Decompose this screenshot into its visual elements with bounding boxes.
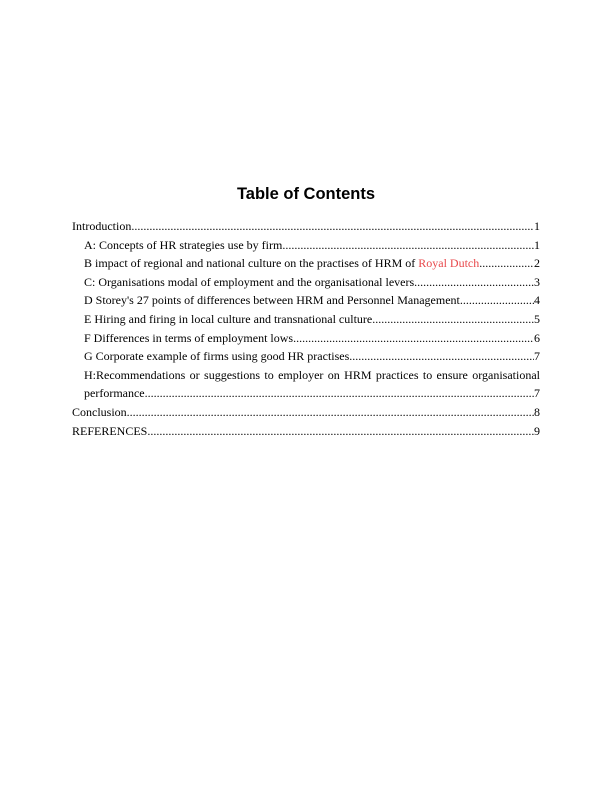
toc-entry-label: H:Recommendations or suggestions to employer on HRM practices to ensure organisational bbox=[84, 367, 540, 382]
toc-entry-label: Introduction bbox=[72, 219, 132, 233]
toc-entry-label-continued: performance bbox=[84, 386, 145, 401]
toc-entry-introduction[interactable] bbox=[72, 217, 540, 236]
toc-entry-label: Conclusion bbox=[72, 404, 127, 419]
toc-entry-page: 3 bbox=[534, 274, 540, 289]
toc-entry-label: C: Organisations modal of employment and the organisational levers. bbox=[84, 274, 418, 289]
toc-entry-label: E Hiring and firing in local culture and transnational culture bbox=[84, 311, 373, 326]
toc-entry-page: 6 bbox=[534, 330, 540, 345]
toc-entry-page: 5 bbox=[534, 311, 540, 326]
toc-entry-continuation bbox=[72, 384, 540, 403]
toc-leader-dots bbox=[372, 310, 534, 329]
toc-leader-dots bbox=[147, 422, 534, 441]
toc-entry-page: 7 bbox=[534, 349, 540, 364]
toc-entry-label bbox=[84, 254, 479, 273]
toc-leader-dots bbox=[460, 291, 534, 310]
toc-entry-recommendations[interactable] bbox=[72, 366, 540, 403]
toc-entry-page: 1 bbox=[534, 237, 540, 252]
toc-entry-label: A: Concepts of HR strategies use by firm bbox=[84, 237, 283, 252]
toc-entry-label: F Differences in terms of employment lows bbox=[84, 330, 294, 345]
toc-entry-label: REFERENCES bbox=[72, 423, 148, 438]
toc-leader-dots bbox=[131, 217, 534, 236]
toc-entry-page: 4 bbox=[534, 293, 540, 308]
toc-leader-dots bbox=[282, 236, 534, 255]
toc-entry-references[interactable] bbox=[72, 422, 540, 441]
toc-entry-page: 1 bbox=[534, 219, 540, 233]
toc-entry-corporate-example[interactable] bbox=[72, 347, 540, 366]
toc-leader-dots bbox=[417, 273, 534, 292]
toc-entry-storeys-27-points[interactable] bbox=[72, 291, 540, 310]
toc-entry-page: 7 bbox=[534, 386, 540, 401]
toc-entry-regional-national-culture[interactable] bbox=[72, 254, 540, 273]
toc-entry-label-text: B impact of regional and national culture on the practises of HRM of bbox=[84, 256, 419, 271]
toc-entry-hiring-firing[interactable] bbox=[72, 310, 540, 329]
toc-entry-label: D Storey's 27 points of differences between HRM and Personnel Management bbox=[84, 293, 460, 308]
toc-entry-page: 8 bbox=[534, 404, 540, 419]
toc-entry-highlight-text: Royal Dutch bbox=[418, 256, 480, 271]
toc-leader-dots bbox=[145, 384, 534, 403]
toc-entry-page: 2 bbox=[534, 256, 540, 271]
toc-leader-dots bbox=[349, 347, 534, 366]
toc-entry-employment-model[interactable] bbox=[72, 273, 540, 292]
toc-leader-dots bbox=[293, 329, 534, 348]
toc-entry-conclusion[interactable] bbox=[72, 403, 540, 422]
toc-title: Table of Contents bbox=[236, 185, 376, 203]
toc-leader-dots bbox=[479, 254, 534, 273]
toc-entry-employment-laws[interactable] bbox=[72, 329, 540, 348]
toc-list bbox=[72, 217, 540, 440]
toc-entry-label: G Corporate example of firms using good HR practises bbox=[84, 349, 350, 364]
toc-leader-dots bbox=[127, 403, 534, 422]
toc-entry-page: 9 bbox=[534, 423, 540, 438]
toc-entry-concepts-hr-strategies[interactable] bbox=[72, 236, 540, 255]
